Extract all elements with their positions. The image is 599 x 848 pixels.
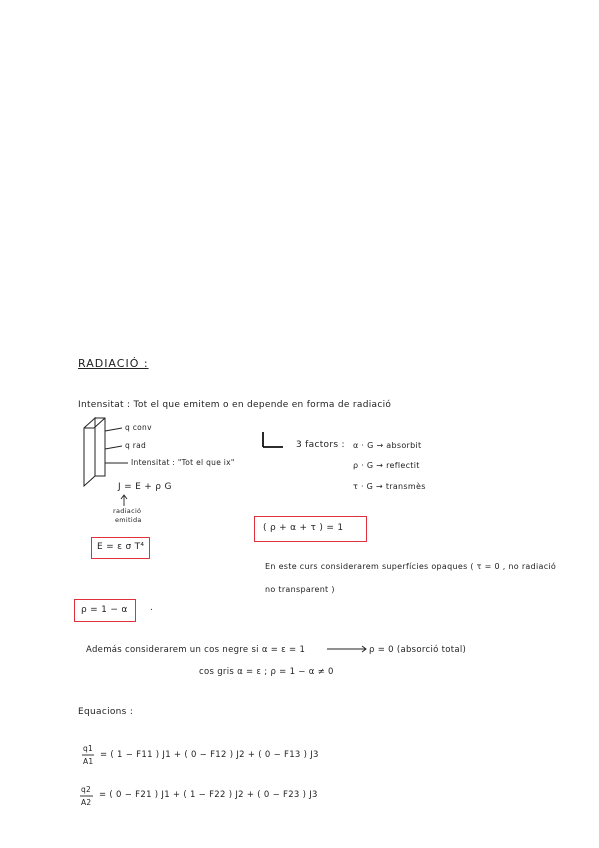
wall-sketch xyxy=(84,418,105,486)
opaque-note-line-1: En este curs considerarem superfícies opaques ( τ = 0 , no radiació xyxy=(265,562,557,571)
eq1-numerator: q1 xyxy=(83,744,94,753)
sum-formula: ( ρ + α + τ ) = 1 xyxy=(263,523,344,533)
label-q-rad: q rad xyxy=(125,441,147,450)
emitted-radiation-note-2: emitida xyxy=(115,516,142,524)
emission-formula: E = ε σ T⁴ xyxy=(97,542,145,552)
grey-body-line: cos gris α = ε ; ρ = 1 − α ≠ 0 xyxy=(199,667,334,677)
opaque-note-line-2: no transparent ) xyxy=(265,585,335,594)
sum-box xyxy=(254,516,367,542)
rho-formula: ρ = 1 − α xyxy=(81,605,128,615)
factors-arrow xyxy=(263,432,283,447)
equations-heading: Equacions : xyxy=(78,707,134,717)
factor-absorbed: α · G → absorbit xyxy=(353,441,422,450)
emitted-radiation-note-1: radiació xyxy=(113,507,142,515)
label-intensity: Intensitat : "Tot el que ix" xyxy=(131,458,235,467)
factor-reflected: ρ · G → reflectit xyxy=(353,461,420,470)
black-body-result: ρ = 0 (absorció total) xyxy=(369,645,467,655)
rho-box xyxy=(74,599,136,622)
eq1-denominator: A1 xyxy=(83,757,94,766)
eq2-numerator: q2 xyxy=(81,785,92,794)
up-arrow xyxy=(121,495,127,506)
eq1-rhs: = ( 1 − F11 ) J1 + ( 0 − F12 ) J2 + ( 0 − F13 ) J3 xyxy=(100,750,319,760)
factor-transmitted: τ · G → transmès xyxy=(353,482,426,491)
label-q-conv: q conv xyxy=(125,423,152,432)
factors-heading: 3 factors : xyxy=(296,440,345,450)
intensity-definition: Intensitat : Tot el que emitem o en depende en forma de radiació xyxy=(78,400,392,410)
black-body-line: Además considerarem un cos negre si α = ε = 1 xyxy=(86,645,306,655)
dot: . xyxy=(150,603,154,613)
j-equation: J = E + ρ G xyxy=(118,482,172,492)
eq2-denominator: A2 xyxy=(81,798,92,807)
eq2-rhs: = ( 0 − F21 ) J1 + ( 1 − F22 ) J2 + ( 0 − F23 ) J3 xyxy=(99,790,318,800)
section-title: RADIACIÓ : xyxy=(78,357,149,370)
emission-box xyxy=(91,537,150,559)
long-arrow xyxy=(327,646,366,652)
